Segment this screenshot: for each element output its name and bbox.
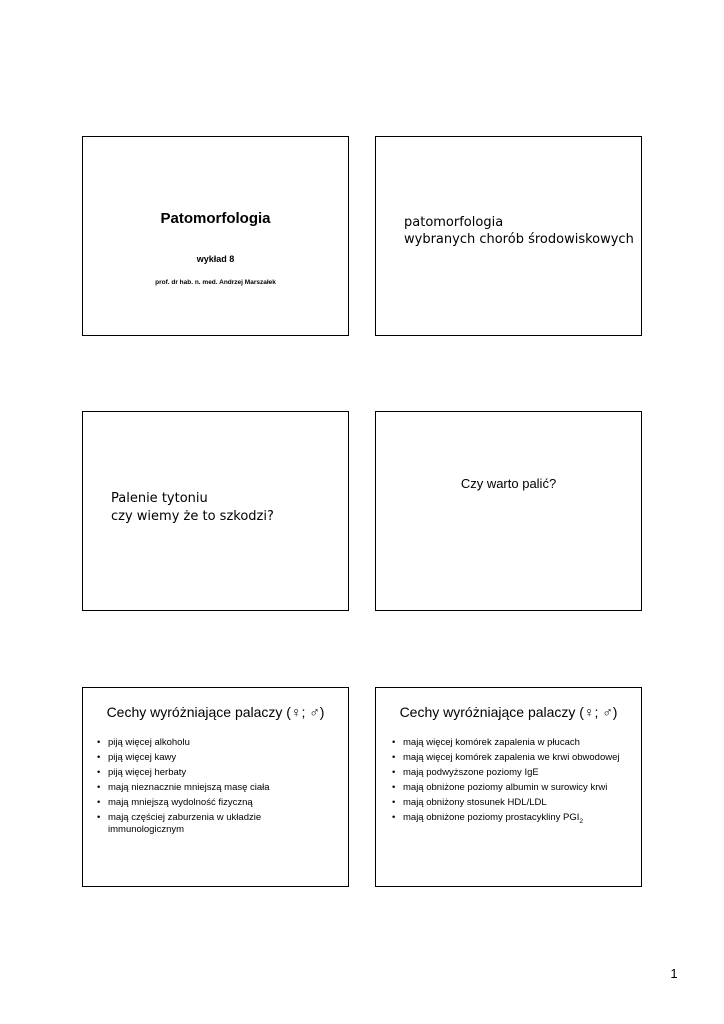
page-number: 1 <box>670 966 678 981</box>
bullet-item: • mają więcej komórek zapalenia w płucach <box>392 737 631 749</box>
bullet-item: • piją więcej kawy <box>97 752 338 764</box>
slide-2-line-2: wybranych chorób środowiskowych <box>404 232 634 247</box>
slide-5 <box>82 687 349 887</box>
bullet-item: • mają częściej zaburzenia w układzie immunologicznym <box>97 812 338 835</box>
subscript: 2 <box>579 817 583 825</box>
slide-5-bullet-list <box>97 737 338 839</box>
bullet-text: mają obniżone poziomy prostacykliny PGI <box>403 812 580 823</box>
slide-4 <box>375 411 642 611</box>
slide-1-author: prof. dr hab. n. med. Andrzej Marszałek <box>155 279 276 286</box>
slide-6-bullet-list <box>392 737 631 831</box>
slide-4-title: Czy warto palić? <box>460 476 557 491</box>
slide-1 <box>82 136 349 336</box>
bullet-item: • mają podwyższone poziomy IgE <box>392 767 631 779</box>
bullet-item <box>392 812 631 827</box>
slide-3-line-2: czy wiemy że to szkodzi? <box>111 509 274 524</box>
bullet-item: • mają nieznacznie mniejszą masę ciała <box>97 782 338 794</box>
slide-3 <box>82 411 349 611</box>
bullet-item: • mają mniejszą wydolność fizyczną <box>97 797 338 809</box>
slide-1-title: Patomorfologia <box>160 210 271 227</box>
slide-1-subtitle: wykład 8 <box>196 254 235 264</box>
bullet-item: • mają obniżone poziomy albumin w surowicy krwi <box>392 782 631 794</box>
slide-5-title: Cechy wyróżniające palaczy (♀; ♂) <box>106 704 325 720</box>
slide-2 <box>375 136 642 336</box>
bullet-item: • piją więcej herbaty <box>97 767 338 779</box>
slide-3-line-1: Palenie tytoniu <box>111 491 208 506</box>
slide-2-line-1: patomorfologia <box>404 215 504 230</box>
slide-6 <box>375 687 642 887</box>
bullet-item: • piją więcej alkoholu <box>97 737 338 749</box>
bullet-item: • mają obniżony stosunek HDL/LDL <box>392 797 631 809</box>
slide-6-title: Cechy wyróżniające palaczy (♀; ♂) <box>399 704 618 720</box>
bullet-item: • mają więcej komórek zapalenia we krwi obwodowej <box>392 752 631 764</box>
